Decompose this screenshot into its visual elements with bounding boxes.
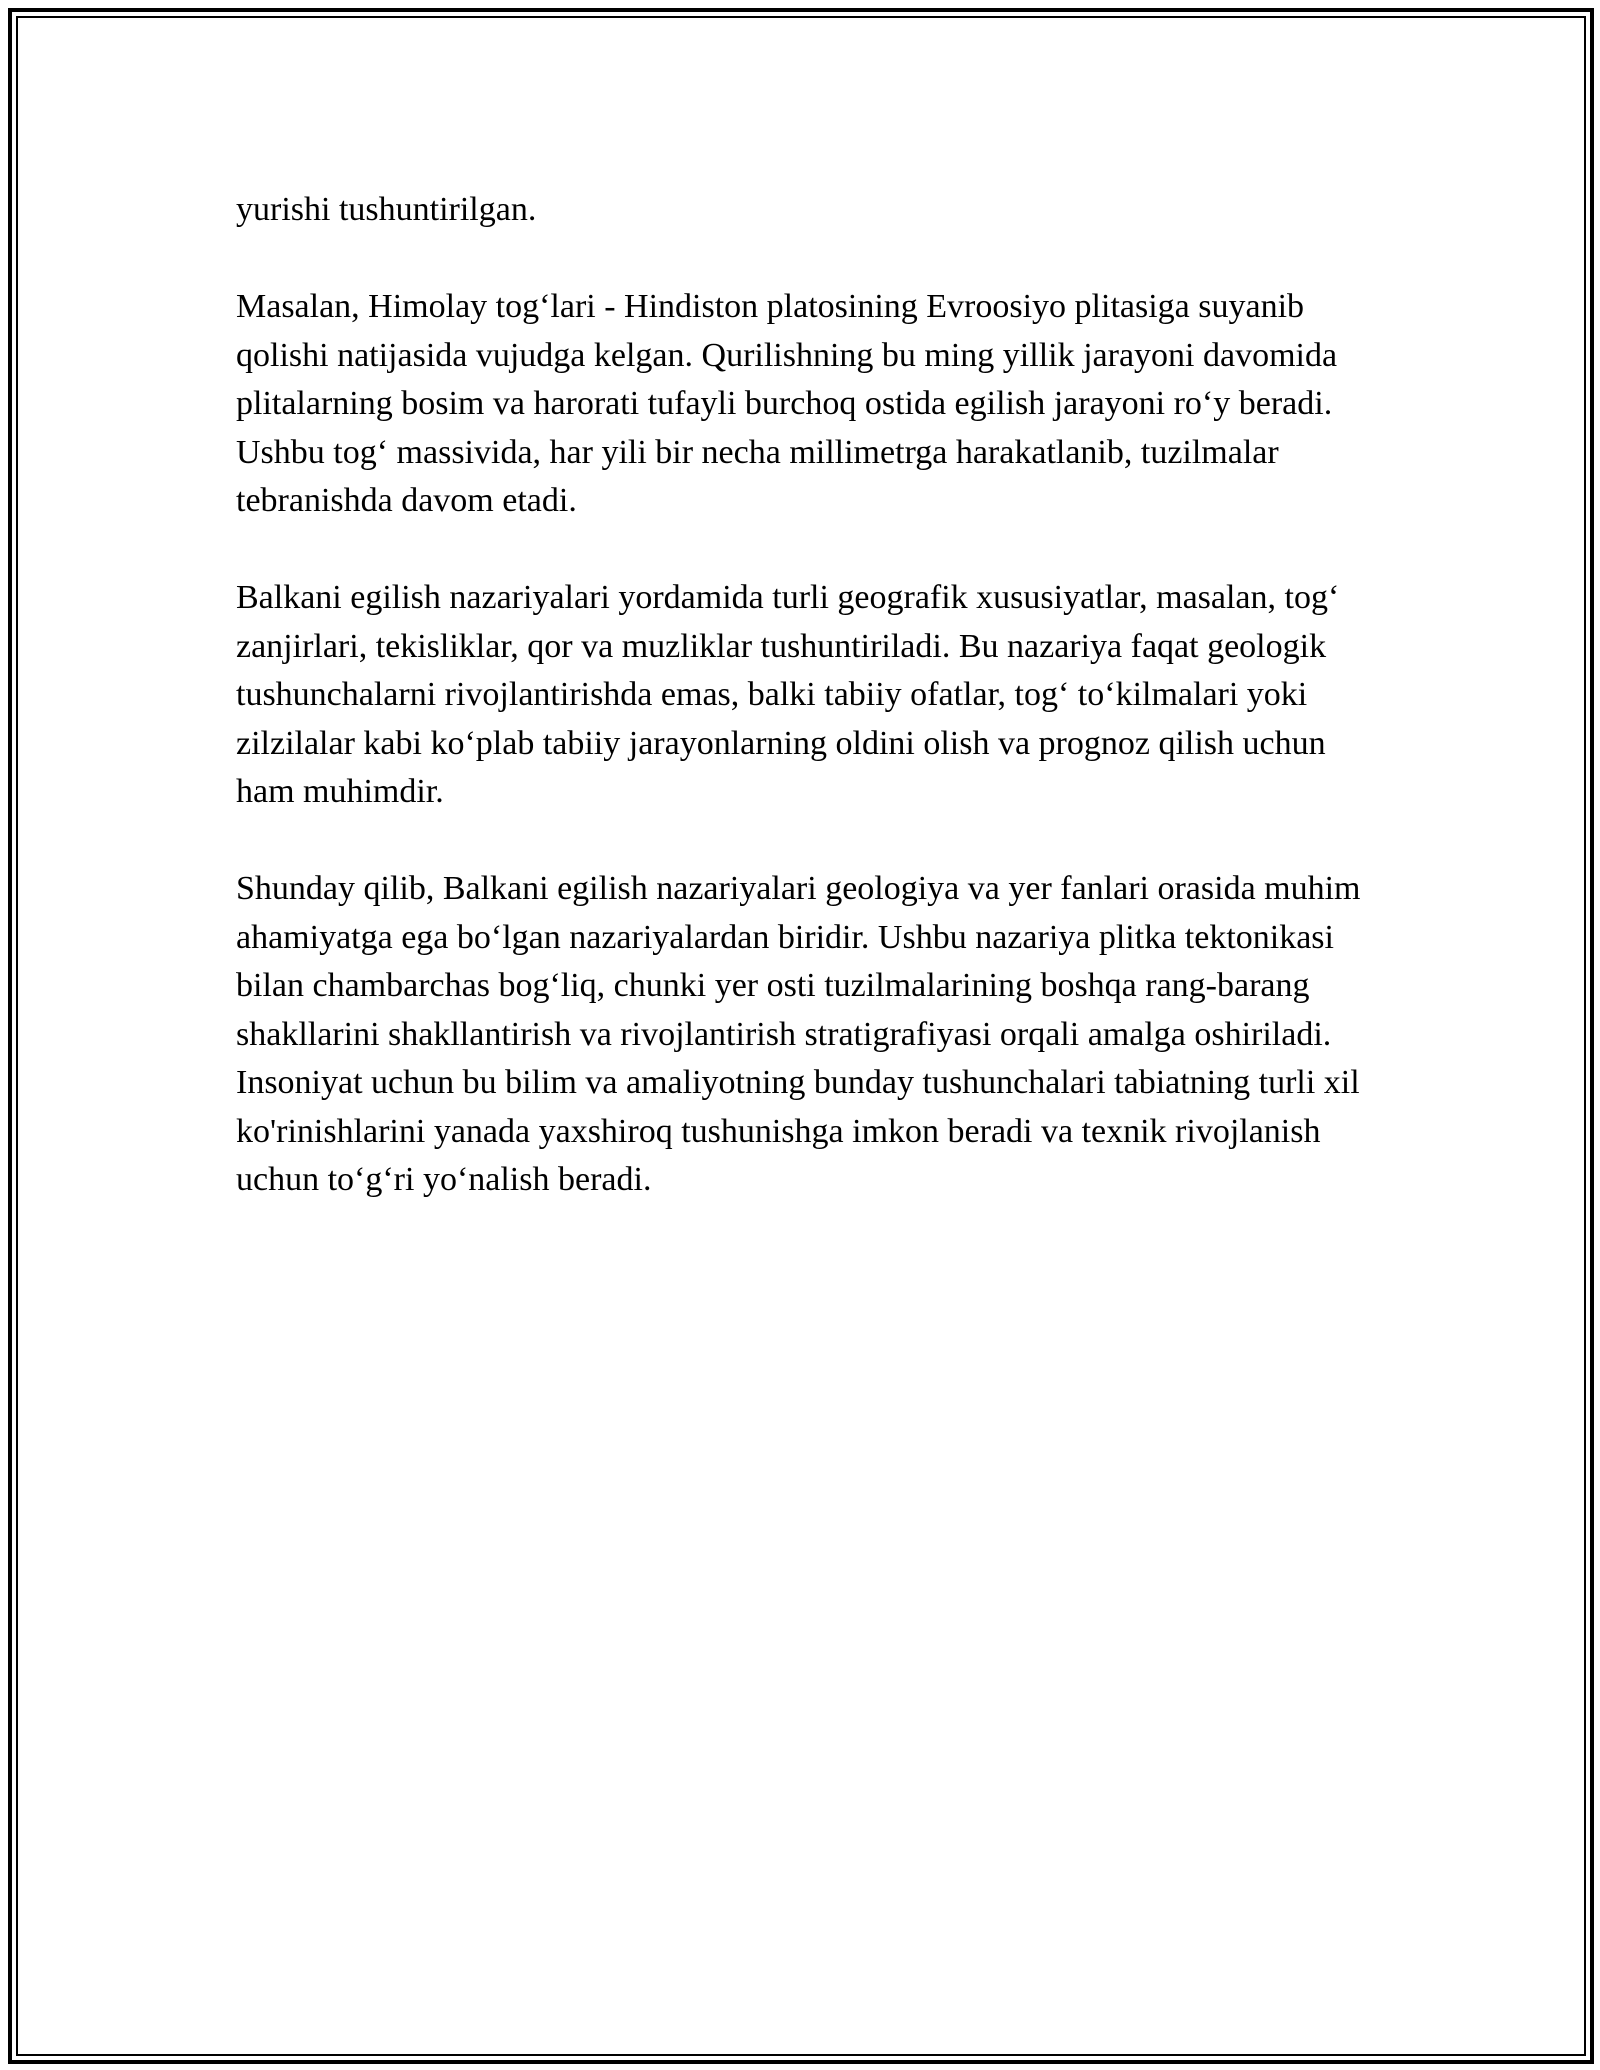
paragraph-2: Masalan, Himolay tog‘lari - Hindiston platosining Evroosiyo plitasiga suyanib qolishi natijasida vujudga kelgan. Qurilishning bu ming yillik jarayoni davomida plitalarning bosim va harorati tufayli burchoq ostida egilish jarayoni ro‘y beradi. Ushbu tog‘ massivida, har yili bir necha millimetrga harakatlanib, tuzilmalar tebranishda davom etadi. [236, 288, 1338, 519]
paragraph-1: yurishi tushuntirilgan. [236, 191, 537, 228]
paragraph-4: Shunday qilib, Balkani egilish nazariyalari geologiya va yer fanlari orasida muhim ahamiyatga ega bo‘lgan nazariyalardan biridir. Ushbu nazariya plitka tektonikasi bilan chambarchas bog‘liq, chunki yer osti tuzilmalarining boshqa rang-barang shakllarini shakllantirish va rivojlantirish stratigrafiyasi orqali amalga oshiriladi. Insoniyat uchun bu bilim va amaliyotning bunday tushunchalari tabiatning turli xil ko'rinishlarini yanada yaxshiroq tushunishga imkon beradi va texnik rivojlanish uchun to‘g‘ri yo‘nalish beradi. [236, 870, 1361, 1198]
document-body [236, 186, 1376, 1253]
paragraph-3: Balkani egilish nazariyalari yordamida turli geografik xususiyatlar, masalan, tog‘ zanjirlari, tekisliklar, qor va muzliklar tushuntiriladi. Bu nazariya faqat geologik tushunchalarni rivojlantirishda emas, balki tabiiy ofatlar, tog‘ to‘kilmalari yoki zilzilalar kabi ko‘plab tabiiy jarayonlarning oldini olish va prognoz qilish uchun ham muhimdir. [236, 579, 1340, 810]
